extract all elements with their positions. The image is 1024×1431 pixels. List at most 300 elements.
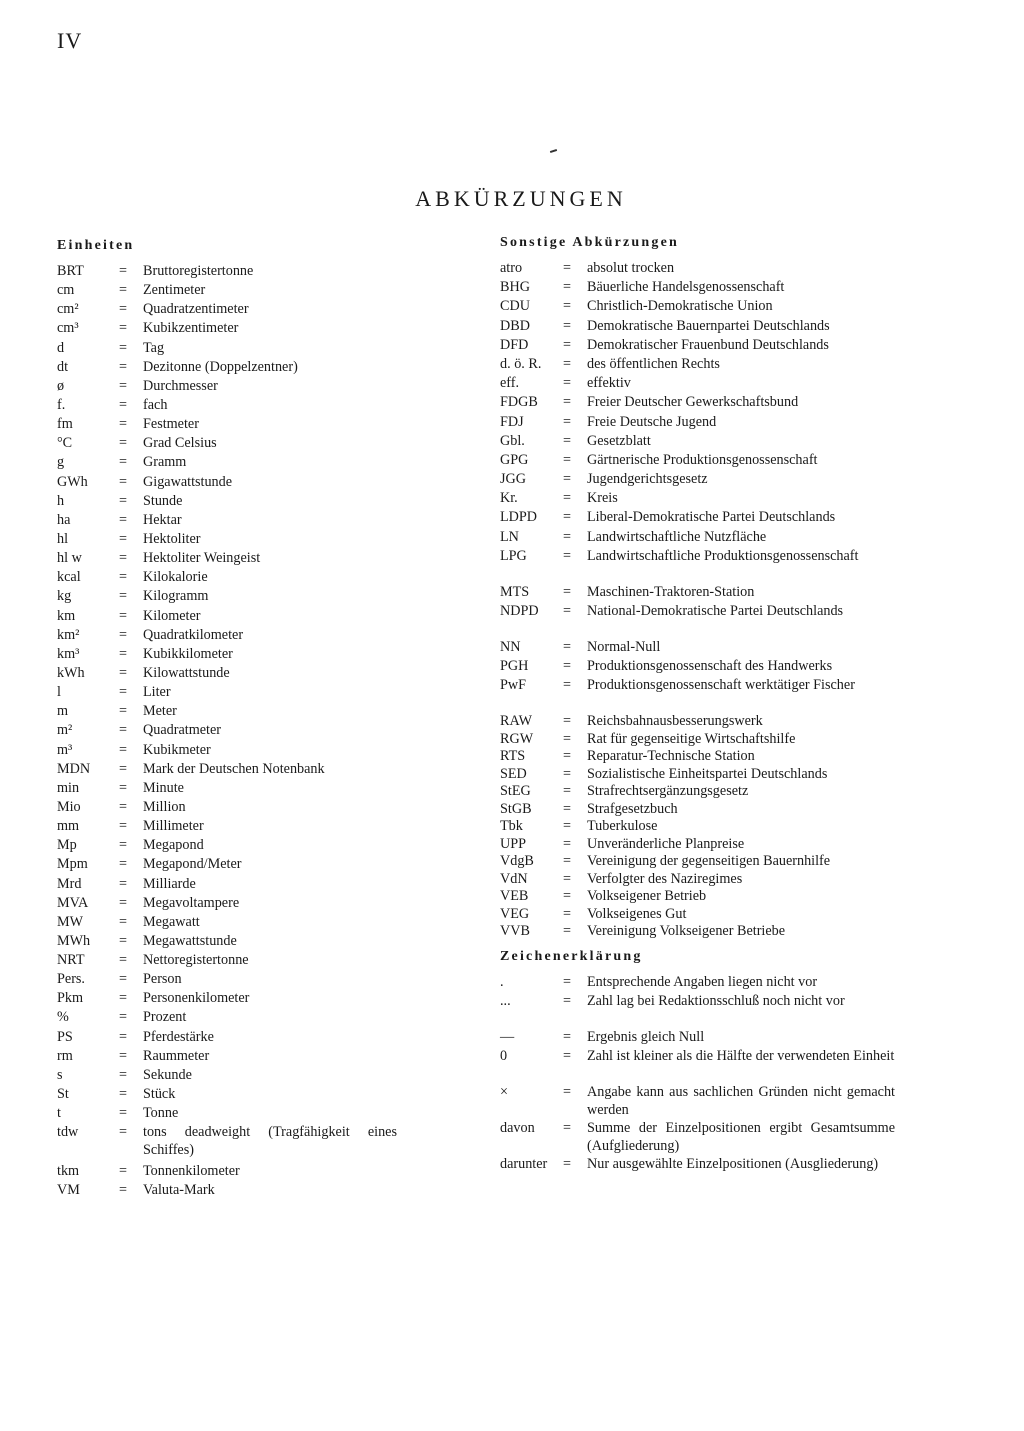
equals-sign: = [119, 569, 128, 586]
abbreviation: cm² [57, 301, 79, 318]
definition: Gärtnerische Produktionsgenossenschaft [587, 451, 818, 468]
unit-entry [57, 895, 397, 914]
definition: Liter [143, 684, 171, 701]
definition: Entsprechende Angaben liegen nicht vor [587, 973, 818, 990]
abbreviation: km³ [57, 645, 80, 662]
definition: Valuta-Mark [143, 1181, 215, 1198]
abbreviation: LN [500, 528, 519, 545]
abbreviation: mm [57, 818, 80, 835]
abbreviation: davon [500, 1120, 535, 1137]
equals-sign: = [119, 703, 128, 720]
equals-sign: = [119, 339, 128, 356]
abbreviation: NDPD [500, 603, 539, 619]
definition: Millimeter [143, 818, 204, 835]
unit-entry [57, 818, 397, 837]
equals-sign: = [563, 1084, 572, 1101]
abbreviation-entry [500, 260, 895, 279]
equals-sign: = [563, 973, 572, 990]
definition: Liberal-Demokratische Partei Deutschlands [587, 509, 836, 526]
equals-sign: = [563, 451, 572, 468]
abbreviation: VdN [500, 870, 528, 887]
equals-sign: = [563, 509, 572, 526]
abbreviation: MVA [57, 894, 89, 911]
equals-sign: = [119, 454, 128, 471]
definition: Unveränderliche Planpreise [587, 835, 745, 852]
abbreviation: StGB [500, 800, 532, 817]
symbol-entry [500, 1048, 895, 1084]
definition: effektiv [587, 375, 631, 392]
abbreviation: d [57, 339, 65, 356]
abbreviation-entry [500, 298, 895, 317]
unit-entry [57, 761, 397, 780]
abbreviation: °C [57, 435, 73, 452]
abbreviation: Mio [57, 798, 81, 815]
definition: Megapond/Meter [143, 856, 242, 873]
abbreviation: UPP [500, 835, 527, 852]
equals-sign: = [563, 658, 572, 675]
abbreviation-entry [500, 548, 895, 584]
abbreviation-entry [500, 452, 895, 471]
equals-sign: = [119, 416, 128, 433]
equals-sign: = [119, 684, 128, 701]
abbreviation: MTS [500, 583, 530, 600]
abbreviation: MWh [57, 932, 91, 949]
abbreviation: — [500, 1029, 515, 1046]
abbreviation: cm³ [57, 320, 79, 337]
equals-sign: = [563, 336, 572, 353]
definition: Gigawattstunde [143, 473, 233, 490]
equals-sign: = [563, 1029, 572, 1046]
abbreviation-entry [500, 471, 895, 490]
abbreviation: Gbl. [500, 432, 525, 449]
abbreviation-entry [500, 490, 895, 509]
equals-sign: = [119, 1009, 128, 1026]
equals-sign: = [119, 798, 128, 815]
units-column [57, 236, 397, 1201]
unit-entry [57, 474, 397, 493]
equals-sign: = [563, 432, 572, 449]
definition: National-Demokratische Partei Deutschlands [587, 603, 844, 619]
equals-sign: = [563, 394, 572, 411]
equals-sign: = [119, 856, 128, 873]
abbreviation: s [57, 1066, 63, 1083]
unit-entry [57, 665, 397, 684]
units-heading: Einheiten [57, 238, 135, 253]
abbreviation: Mp [57, 837, 77, 854]
other-column [500, 233, 895, 1192]
abbreviation: CDU [500, 298, 530, 315]
definition: Kubikmeter [143, 741, 211, 758]
abbreviation: m [57, 703, 69, 720]
equals-sign: = [119, 1181, 128, 1198]
abbreviation: VEG [500, 905, 530, 922]
unit-entry [57, 301, 397, 320]
definition: Grad Celsius [143, 435, 217, 452]
abbreviation: Kr. [500, 490, 518, 507]
equals-sign: = [563, 677, 572, 694]
definition: absolut trocken [587, 260, 675, 276]
equals-sign: = [563, 730, 572, 747]
symbols-list [500, 974, 895, 1192]
abbreviation: Tbk [500, 818, 523, 835]
equals-sign: = [563, 870, 572, 887]
abbreviation: hl [57, 530, 69, 547]
equals-sign: = [119, 550, 128, 567]
definition: Strafrechtsergänzungsgesetz [587, 783, 749, 800]
abbreviation: SED [500, 765, 527, 782]
definition: Nettoregistertonne [143, 952, 249, 969]
equals-sign: = [119, 1086, 128, 1103]
definition: Jugendgerichtsgesetz [587, 471, 708, 488]
abbreviation: Pkm [57, 990, 84, 1007]
abbreviation: LDPD [500, 509, 538, 526]
abbreviation: d. ö. R. [500, 355, 542, 372]
symbol-entry [500, 1156, 895, 1192]
definition: Demokratischer Frauenbund Deutschlands [587, 336, 829, 353]
equals-sign: = [563, 547, 572, 564]
unit-entry [57, 282, 397, 301]
unit-entry [57, 493, 397, 512]
abbreviation: m² [57, 722, 73, 739]
abbreviation-entry [500, 766, 895, 784]
definition: Strafgesetzbuch [587, 800, 678, 817]
definition: Raummeter [143, 1047, 210, 1064]
unit-entry [57, 1163, 397, 1182]
equals-sign: = [563, 603, 572, 619]
equals-sign: = [563, 888, 572, 905]
definition: Milliarde [143, 875, 196, 892]
abbreviation: kg [57, 588, 72, 605]
equals-sign: = [563, 765, 572, 782]
definition: Freie Deutsche Jugend [587, 413, 717, 430]
equals-sign: = [119, 952, 128, 969]
equals-sign: = [119, 511, 128, 528]
definition: Kilowattstunde [143, 664, 230, 681]
abbreviation-entry [500, 639, 895, 658]
equals-sign: = [119, 818, 128, 835]
abbreviation-entry [500, 529, 895, 548]
abbreviation: DBD [500, 317, 530, 334]
definition: Megavoltampere [143, 894, 240, 911]
definition: Person [143, 971, 182, 988]
definition: Summe der Einzelpositionen ergibt Gesamtsumme (Aufgliederung) [587, 1120, 895, 1154]
definition: Volkseigenes Gut [587, 905, 687, 922]
unit-entry [57, 1182, 397, 1201]
abbreviation-entry [500, 658, 895, 677]
equals-sign: = [119, 263, 128, 279]
definition: Prozent [143, 1009, 187, 1026]
symbol-entry [500, 1084, 895, 1120]
abbreviation: % [57, 1009, 69, 1026]
definition: Kilogramm [143, 588, 209, 605]
unit-entry [57, 588, 397, 607]
abbreviation: LPG [500, 547, 527, 564]
abbreviation: ø [57, 377, 65, 394]
equals-sign: = [563, 818, 572, 835]
unit-entry [57, 608, 397, 627]
abbreviation: l [57, 684, 61, 701]
equals-sign: = [119, 530, 128, 547]
unit-entry [57, 876, 397, 895]
abbreviation-entry [500, 906, 895, 924]
unit-entry [57, 971, 397, 990]
definition: Produktionsgenossenschaft werktätiger Fischer [587, 677, 855, 694]
definition: Kubikkilometer [143, 645, 233, 662]
definition: Gramm [143, 454, 187, 471]
definition: Tag [143, 339, 165, 356]
equals-sign: = [563, 800, 572, 817]
equals-sign: = [563, 413, 572, 430]
abbreviation-entry [500, 783, 895, 801]
unit-entry [57, 799, 397, 818]
unit-entry [57, 1067, 397, 1086]
equals-sign: = [563, 783, 572, 800]
scan-mark [550, 149, 557, 153]
definition: Tuberkulose [587, 818, 658, 835]
abbreviation: × [500, 1084, 509, 1101]
abbreviation-entry [500, 748, 895, 766]
abbreviation: darunter [500, 1156, 548, 1173]
other-abbreviations-list [500, 260, 895, 941]
abbreviation: FDJ [500, 413, 524, 430]
abbreviation: RGW [500, 730, 534, 747]
abbreviation-entry [500, 871, 895, 889]
equals-sign: = [119, 722, 128, 739]
unit-entry [57, 454, 397, 473]
unit-entry [57, 1048, 397, 1067]
abbreviation-entry [500, 836, 895, 854]
abbreviation: kWh [57, 664, 85, 681]
unit-entry [57, 263, 397, 282]
unit-entry [57, 531, 397, 550]
definition: Rat für gegenseitige Wirtschaftshilfe [587, 730, 796, 747]
equals-sign: = [563, 1156, 572, 1173]
definition: Festmeter [143, 416, 199, 433]
symbols-block [500, 947, 895, 1192]
page-title: ABKÜRZUNGEN [415, 186, 627, 211]
definition: Hektoliter Weingeist [143, 550, 261, 567]
equals-sign: = [563, 905, 572, 922]
units-list [57, 263, 397, 1201]
definition: tons deadweight (Tragfähigkeit eines Schiffes) [143, 1124, 397, 1158]
equals-sign: = [119, 875, 128, 892]
abbreviation: NN [500, 639, 521, 655]
abbreviation: RTS [500, 748, 526, 765]
symbol-entry [500, 1029, 895, 1048]
abbreviation: DFD [500, 336, 529, 353]
definition: Personenkilometer [143, 990, 250, 1007]
equals-sign: = [119, 492, 128, 509]
abbreviation-entry [500, 584, 895, 603]
equals-sign: = [119, 626, 128, 643]
definition: Megapond [143, 837, 204, 854]
abbreviation: rm [57, 1047, 73, 1064]
definition: Reichsbahnausbesserungswerk [587, 713, 763, 730]
abbreviation-entry [500, 337, 895, 356]
abbreviation: Mpm [57, 856, 88, 873]
equals-sign: = [563, 639, 572, 655]
abbreviation: VEB [500, 888, 529, 905]
unit-entry [57, 837, 397, 856]
unit-entry [57, 359, 397, 378]
unit-entry [57, 1029, 397, 1048]
abbreviation: PwF [500, 677, 527, 694]
definition: Kilometer [143, 607, 201, 624]
definition: Freier Deutscher Gewerkschaftsbund [587, 394, 799, 411]
equals-sign: = [563, 853, 572, 870]
definition: Million [143, 798, 186, 815]
definition: Hektoliter [143, 530, 201, 547]
unit-entry [57, 397, 397, 416]
definition: Christlich-Demokratische Union [587, 298, 773, 315]
definition: Mark der Deutschen Notenbank [143, 760, 325, 777]
equals-sign: = [563, 748, 572, 765]
abbreviation: eff. [500, 375, 520, 392]
definition: Normal-Null [587, 639, 661, 655]
unit-entry [57, 1009, 397, 1028]
definition: Maschinen-Traktoren-Station [587, 583, 755, 600]
abbreviation-entry [500, 318, 895, 337]
equals-sign: = [563, 298, 572, 315]
abbreviation-entry [500, 713, 895, 731]
unit-entry [57, 569, 397, 588]
unit-entry [57, 952, 397, 971]
equals-sign: = [119, 837, 128, 854]
equals-sign: = [119, 932, 128, 949]
definition: Zahl ist kleiner als die Hälfte der verwendeten Einheit [587, 1048, 895, 1065]
equals-sign: = [119, 435, 128, 452]
definition: Vereinigung Volkseigener Betriebe [587, 923, 786, 940]
equals-sign: = [119, 1047, 128, 1064]
equals-sign: = [119, 645, 128, 662]
definition: Kreis [587, 490, 618, 507]
equals-sign: = [563, 1120, 572, 1137]
abbreviation-entry [500, 375, 895, 394]
equals-sign: = [119, 779, 128, 796]
abbreviation: m³ [57, 741, 73, 758]
abbreviation: km [57, 607, 76, 624]
unit-entry [57, 627, 397, 646]
equals-sign: = [119, 894, 128, 911]
abbreviation: StEG [500, 783, 531, 800]
abbreviation: fm [57, 416, 73, 433]
abbreviation: min [57, 779, 80, 796]
unit-entry [57, 646, 397, 665]
equals-sign: = [119, 282, 128, 299]
symbol-entry [500, 974, 895, 993]
definition: Bäuerliche Handelsgenossenschaft [587, 279, 785, 296]
equals-sign: = [119, 607, 128, 624]
abbreviation: BHG [500, 279, 530, 296]
abbreviation: JGG [500, 471, 527, 488]
other-abbreviations-heading: Sonstige Abkürzungen [500, 235, 679, 250]
abbreviation: g [57, 454, 65, 471]
abbreviation: atro [500, 260, 523, 276]
equals-sign: = [119, 358, 128, 375]
definition: fach [143, 396, 168, 413]
equals-sign: = [563, 835, 572, 852]
definition: Volkseigener Betrieb [587, 888, 707, 905]
symbol-entry [500, 1120, 895, 1156]
unit-entry [57, 435, 397, 454]
equals-sign: = [119, 1124, 128, 1141]
definition: Stunde [143, 492, 183, 509]
unit-entry [57, 416, 397, 435]
equals-sign: = [119, 588, 128, 605]
definition: Zahl lag bei Redaktionsschluß noch nicht vor [587, 993, 845, 1010]
equals-sign: = [119, 741, 128, 758]
abbreviation: VVB [500, 923, 530, 940]
page-number: IV [57, 28, 83, 53]
definition: Angabe kann aus sachlichen Gründen nicht gemacht werden [587, 1084, 895, 1118]
abbreviation-entry [500, 801, 895, 819]
abbreviation: . [500, 973, 504, 990]
definition: Bruttoregistertonne [143, 263, 254, 279]
equals-sign: = [119, 664, 128, 681]
definition: Gesetzblatt [587, 432, 651, 449]
abbreviation: Pers. [57, 971, 85, 988]
abbreviation: GWh [57, 473, 88, 490]
unit-entry [57, 1105, 397, 1124]
abbreviation: t [57, 1105, 61, 1122]
equals-sign: = [563, 279, 572, 296]
equals-sign: = [563, 471, 572, 488]
abbreviation: PGH [500, 658, 529, 675]
abbreviation: St [57, 1086, 69, 1103]
abbreviation-entry [500, 509, 895, 528]
definition: Hektar [143, 511, 182, 528]
unit-entry [57, 1086, 397, 1105]
equals-sign: = [119, 473, 128, 490]
abbreviation: hl w [57, 550, 82, 567]
equals-sign: = [119, 1028, 128, 1045]
unit-entry [57, 550, 397, 569]
equals-sign: = [119, 971, 128, 988]
abbreviation: ha [57, 511, 71, 528]
equals-sign: = [119, 760, 128, 777]
definition: Meter [143, 703, 177, 720]
abbreviation: GPG [500, 451, 529, 468]
definition: Vereinigung der gegenseitigen Bauernhilfe [587, 853, 831, 870]
definition: Quadratkilometer [143, 626, 244, 643]
abbreviation-entry [500, 433, 895, 452]
equals-sign: = [563, 993, 572, 1010]
equals-sign: = [119, 1066, 128, 1083]
abbreviation: VM [57, 1181, 80, 1198]
definition: Sozialistische Einheitspartei Deutschlands [587, 765, 828, 782]
equals-sign: = [119, 301, 128, 318]
abbreviation: Mrd [57, 875, 82, 892]
definition: Tonne [143, 1105, 179, 1122]
definition: Demokratische Bauernpartei Deutschlands [587, 317, 830, 334]
definition: Nur ausgewählte Einzelpositionen (Ausgliederung) [587, 1156, 879, 1173]
definition: Megawattstunde [143, 932, 237, 949]
abbreviation: MW [57, 913, 84, 930]
definition: Pferdestärke [143, 1028, 214, 1045]
equals-sign: = [119, 990, 128, 1007]
abbreviation-entry [500, 414, 895, 433]
abbreviation: km² [57, 626, 80, 643]
unit-entry [57, 933, 397, 952]
abbreviation-entry [500, 394, 895, 413]
definition: Minute [143, 779, 184, 796]
abbreviation: ... [500, 993, 511, 1010]
definition: Stück [143, 1086, 176, 1103]
abbreviation-entry [500, 888, 895, 906]
equals-sign: = [119, 377, 128, 394]
equals-sign: = [563, 713, 572, 730]
equals-sign: = [119, 1105, 128, 1122]
